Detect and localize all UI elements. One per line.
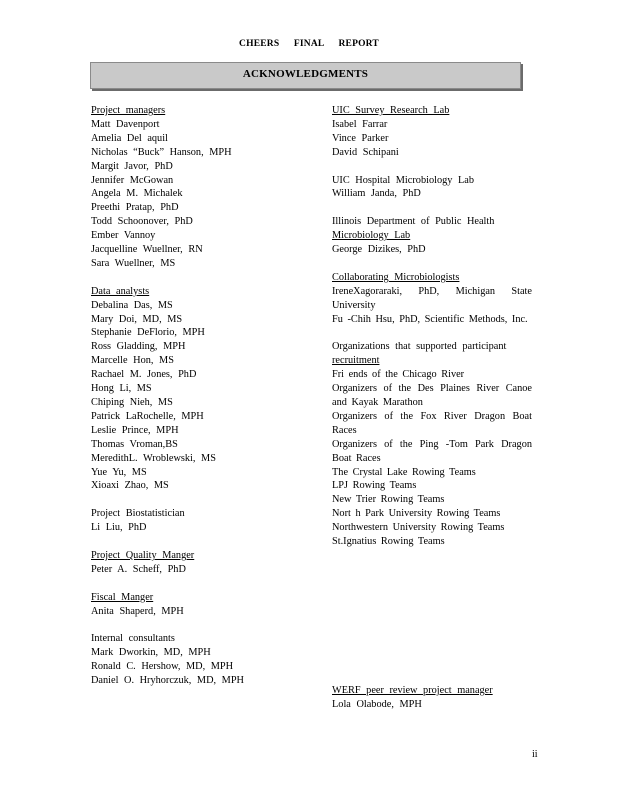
entry-line: Organizers of the Des Plaines River Canoe and Kayak Marathon bbox=[332, 383, 532, 408]
section-title-idph-line1: Illinois Department of Public Health bbox=[332, 216, 495, 228]
name-line: Vince Parker bbox=[332, 132, 389, 144]
name-line: Mary Doi, MD, MS bbox=[91, 313, 183, 325]
name-line: Margit Javor, PhD bbox=[91, 160, 173, 172]
entry-line: LPJ Rowing Teams bbox=[332, 480, 417, 492]
entry-line: Fri ends of the Chicago River bbox=[332, 369, 465, 381]
name-line: Xioaxi Zhao, MS bbox=[91, 480, 169, 492]
name-line: Peter A. Scheff, PhD bbox=[91, 563, 186, 575]
name-line: Ross Gladding, MPH bbox=[91, 341, 186, 353]
name-line: Ronald C. Hershow, MD, MPH bbox=[91, 661, 234, 673]
name-line: Hong Li, MS bbox=[91, 383, 152, 395]
name-line: Stephanie DeFlorio, MPH bbox=[91, 327, 205, 339]
entry-line: The Crystal Lake Rowing Teams bbox=[332, 466, 476, 478]
name-line: Angela M. Michalek bbox=[91, 188, 183, 200]
section-title-data-analysts: Data analysts bbox=[91, 285, 150, 297]
right-column bbox=[332, 104, 532, 549]
werf-block bbox=[332, 684, 532, 712]
section-title-organizations-line2: recruitment bbox=[332, 355, 380, 367]
name-line: Yue Yu, MS bbox=[91, 466, 147, 478]
section-title-quality-manager: Project Quality Manger bbox=[91, 549, 195, 561]
name-line: Daniel O. Hryhorczuk, MD, MPH bbox=[91, 675, 244, 687]
name-line: Li Liu, PhD bbox=[91, 522, 147, 534]
name-line: William Janda, PhD bbox=[332, 188, 421, 200]
entry-line: Organizers of the Ping -Tom Park Dragon Boat Races bbox=[332, 438, 532, 464]
section-title-internal-consultants: Internal consultants bbox=[91, 633, 175, 645]
acknowledgments-banner bbox=[90, 62, 521, 89]
entry-line: St.Ignatius Rowing Teams bbox=[332, 536, 445, 548]
name-line: MeredithL. Wroblewski, MS bbox=[91, 452, 216, 464]
name-line: Sara Wuellner, MS bbox=[91, 257, 176, 269]
name-line: Lola Olabode, MPH bbox=[332, 698, 422, 710]
name-line: Chiping Nieh, MS bbox=[91, 397, 173, 409]
entry-line: Northwestern University Rowing Teams bbox=[332, 522, 505, 534]
name-line: Amelia Del aquil bbox=[91, 132, 168, 144]
name-line: Anita Shaperd, MPH bbox=[91, 605, 184, 617]
name-line: Jennifer McGowan bbox=[91, 174, 174, 186]
section-title-fiscal-manager: Fiscal Manger bbox=[91, 591, 154, 603]
section-title-idph-line2: Microbiology Lab bbox=[332, 230, 411, 242]
section-title-micro-lab: UIC Hospital Microbiology Lab bbox=[332, 174, 474, 186]
name-line: David Schipani bbox=[332, 146, 399, 158]
name-line: Mark Dworkin, MD, MPH bbox=[91, 647, 211, 659]
banner-title: ACKNOWLEDGMENTS bbox=[242, 68, 369, 80]
name-line: Preethi Pratap, PhD bbox=[91, 202, 179, 214]
section-title-biostatistician: Project Biostatistician bbox=[91, 508, 185, 520]
name-line: Nicholas “Buck” Hanson, MPH bbox=[91, 146, 232, 158]
entry-line: New Trier Rowing Teams bbox=[332, 494, 445, 506]
section-title-survey-lab: UIC Survey Research Lab bbox=[332, 105, 450, 116]
name-line: Debalina Das, MS bbox=[91, 299, 173, 311]
entry-line: Organizers of the Fox River Dragon Boat Races bbox=[332, 410, 532, 436]
name-line: Todd Schoonover, PhD bbox=[91, 216, 193, 228]
section-title-organizations-line1: Organizations that supported participant bbox=[332, 341, 507, 353]
name-line: Leslie Prince, MPH bbox=[91, 424, 179, 436]
name-line: Marcelle Hon, MS bbox=[91, 355, 174, 367]
name-line: Rachael M. Jones, PhD bbox=[91, 369, 197, 381]
name-line: Thomas Vroman,BS bbox=[91, 438, 178, 450]
name-line: Matt Davenport bbox=[91, 118, 160, 130]
section-title-project-managers: Project managers bbox=[91, 105, 166, 116]
name-line: Patrick LaRochelle, MPH bbox=[91, 410, 204, 422]
section-title-collab-micro: Collaborating Microbiologists bbox=[332, 271, 460, 283]
entry-line: Fu -Chih Hsu, PhD, Scientific Methods, Inc. bbox=[332, 313, 528, 325]
report-header: CHEERS FINAL REPORT bbox=[239, 39, 379, 49]
left-column bbox=[91, 104, 311, 688]
entry-line: Nort h Park University Rowing Teams bbox=[332, 508, 501, 520]
name-line: George Dizikes, PhD bbox=[332, 244, 426, 256]
section-title-werf: WERF peer review project manager bbox=[332, 685, 493, 696]
name-line: Jacquelline Wuellner, RN bbox=[91, 244, 203, 256]
name-line: Ember Vannoy bbox=[91, 230, 156, 242]
name-line: Isabel Farrar bbox=[332, 118, 388, 130]
page-number: ii bbox=[532, 749, 538, 760]
entry-line: IreneXagoraraki, PhD, Michigan State University bbox=[332, 285, 532, 311]
